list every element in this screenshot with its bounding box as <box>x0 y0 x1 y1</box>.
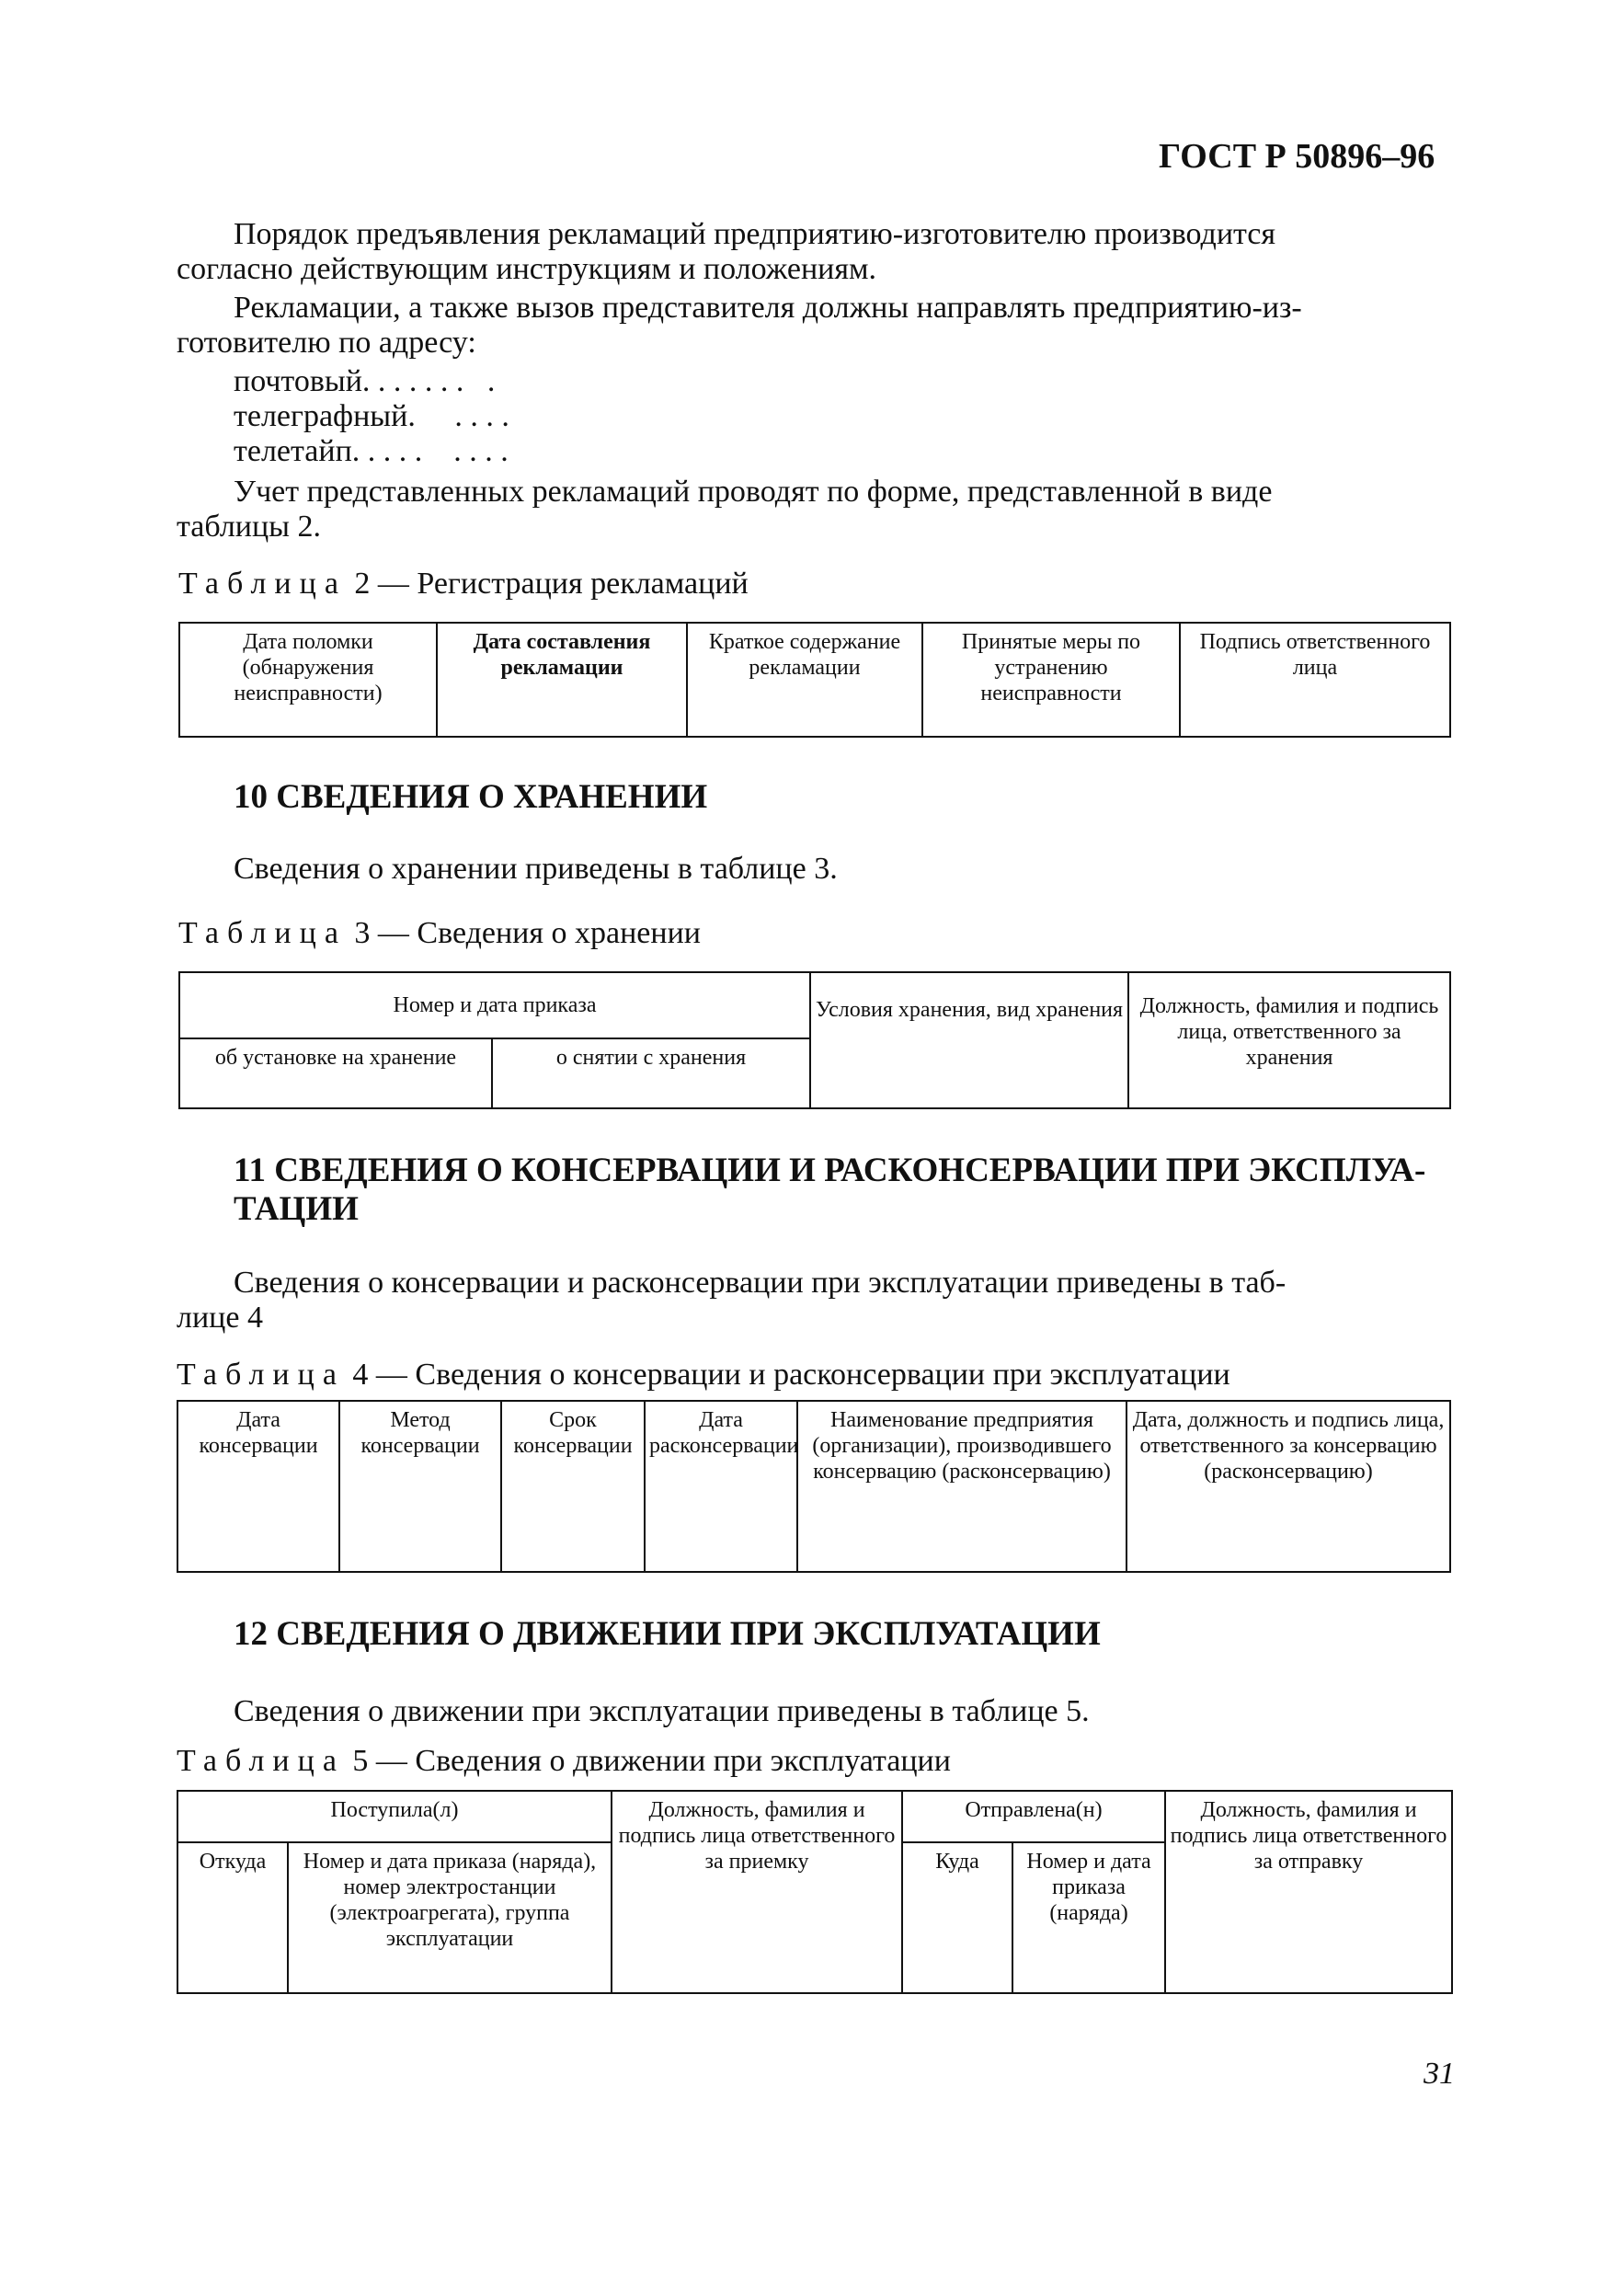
header-cell: Отправлена(н) <box>902 1791 1165 1842</box>
header-cell: Подпись ответственного лица <box>1180 623 1450 737</box>
section12-heading: 12 СВЕДЕНИЯ О ДВИЖЕНИИ ПРИ ЭКСПЛУАТАЦИИ <box>234 1615 1101 1653</box>
section10-heading: 10 СВЕДЕНИЯ О ХРАНЕНИИ <box>234 778 708 816</box>
address-label: почтовый <box>234 364 362 398</box>
table3-storage <box>178 971 1451 1109</box>
table-header-row <box>177 1401 1450 1572</box>
header-cell: Должность, фамилия и подпись лица ответственного за отправку <box>1165 1791 1452 1993</box>
header-cell: Условия хранения, вид хранения <box>810 972 1128 1108</box>
text-line: Сведения о консервации и расконсервации при эксплуатации приведены в таб- <box>234 1266 1287 1300</box>
address-telegraph <box>234 399 509 434</box>
table3-caption <box>178 916 701 951</box>
address-dots: . . . . . . . . . <box>351 434 509 468</box>
table2-claims-registration <box>178 622 1451 738</box>
table4-conservation <box>177 1400 1451 1573</box>
header-cell: Должность, фамилия и подпись лица ответственного за приемку <box>612 1791 902 1993</box>
header-cell: Краткое содержание рекламации <box>687 623 922 737</box>
heading-line: 11 СВЕДЕНИЯ О КОНСЕРВАЦИИ И РАСКОНСЕРВАЦИИ ПРИ ЭКСПЛУА- <box>234 1152 1426 1189</box>
caption-text: 2 — Регистрация рекламаций <box>354 567 749 601</box>
header-cell: об установке на хранение <box>179 1038 492 1108</box>
table-header-row <box>179 623 1450 737</box>
address-dots: . . . . . . . . <box>361 364 496 398</box>
text-line: согласно действующим инструкциям и положениям. <box>177 252 876 286</box>
section10-text: Сведения о хранении приведены в таблице 3. <box>234 852 838 886</box>
address-postal <box>234 364 509 399</box>
paragraph-claims-order <box>177 217 1455 287</box>
caption-word: Таблица <box>177 1744 345 1778</box>
header-cell: о снятии с хранения <box>492 1038 810 1108</box>
table4-caption <box>177 1358 1230 1393</box>
paragraph-claims-accounting <box>177 475 1455 545</box>
address-dots: . . . . . <box>407 399 509 433</box>
text-line: таблицы 2. <box>177 510 322 544</box>
header-cell: Номер и дата приказа (наряда), номер электростанции (электроагрегата), группа эксплуатации <box>288 1842 612 1993</box>
header-cell: Метод консервации <box>339 1401 501 1572</box>
header-cell: Дата, должность и подпись лица, ответственного за консервацию (расконсервацию) <box>1127 1401 1450 1572</box>
text-line: Рекламации, а также вызов представителя должны направлять предприятию-из- <box>234 291 1302 325</box>
address-label: телетайп <box>234 434 352 468</box>
caption-text: 3 — Сведения о хранении <box>354 916 701 950</box>
address-teletype <box>234 434 509 469</box>
header-cell: Дата расконсервации <box>645 1401 797 1572</box>
caption-word: Таблица <box>178 567 347 601</box>
table-header-row <box>177 1791 1452 1842</box>
table5-movement <box>177 1790 1453 1994</box>
text-line: готовителю по адресу: <box>177 326 476 360</box>
header-cell: Номер и дата приказа <box>179 972 810 1038</box>
section11-text <box>177 1266 1455 1336</box>
standard-number: ГОСТ Р 50896–96 <box>1159 137 1435 176</box>
header-cell: Дата консервации <box>177 1401 339 1572</box>
table2-caption <box>178 567 749 602</box>
caption-text: 4 — Сведения о консервации и расконсервации при эксплуатации <box>352 1358 1230 1392</box>
caption-word: Таблица <box>178 916 347 950</box>
section12-text: Сведения о движении при эксплуатации приведены в таблице 5. <box>234 1694 1090 1728</box>
heading-line: ТАЦИИ <box>234 1190 359 1228</box>
paragraph-claims-address <box>177 291 1455 361</box>
text-line: Учет представленных рекламаций проводят по форме, представленной в виде <box>234 475 1273 509</box>
section11-heading <box>234 1152 1457 1229</box>
header-cell: Срок консервации <box>501 1401 645 1572</box>
header-cell: Наименование предприятия (организации), производившего консервацию (расконсервацию) <box>797 1401 1127 1572</box>
header-cell: Куда <box>902 1842 1012 1993</box>
text-line: Порядок предъявления рекламаций предприятию-изготовителю производится <box>234 217 1276 251</box>
address-label: телеграфный <box>234 399 408 433</box>
table-header-row <box>179 972 1450 1038</box>
table5-caption <box>177 1744 951 1779</box>
text-line: лице 4 <box>177 1301 263 1335</box>
header-cell: Дата составления рекламации <box>437 623 687 737</box>
header-cell: Откуда <box>177 1842 288 1993</box>
header-cell: Должность, фамилия и подпись лица, ответственного за хранения <box>1128 972 1450 1108</box>
caption-word: Таблица <box>177 1358 345 1392</box>
address-list <box>234 364 509 469</box>
header-cell: Поступила(л) <box>177 1791 612 1842</box>
header-cell: Номер и дата приказа (наряда) <box>1012 1842 1165 1993</box>
caption-text: 5 — Сведения о движении при эксплуатации <box>352 1744 951 1778</box>
page-number: 31 <box>1424 2057 1455 2091</box>
header-cell: Принятые меры по устранению неисправности <box>922 623 1180 737</box>
header-cell: Дата поломки (обнаружения неисправности) <box>179 623 437 737</box>
